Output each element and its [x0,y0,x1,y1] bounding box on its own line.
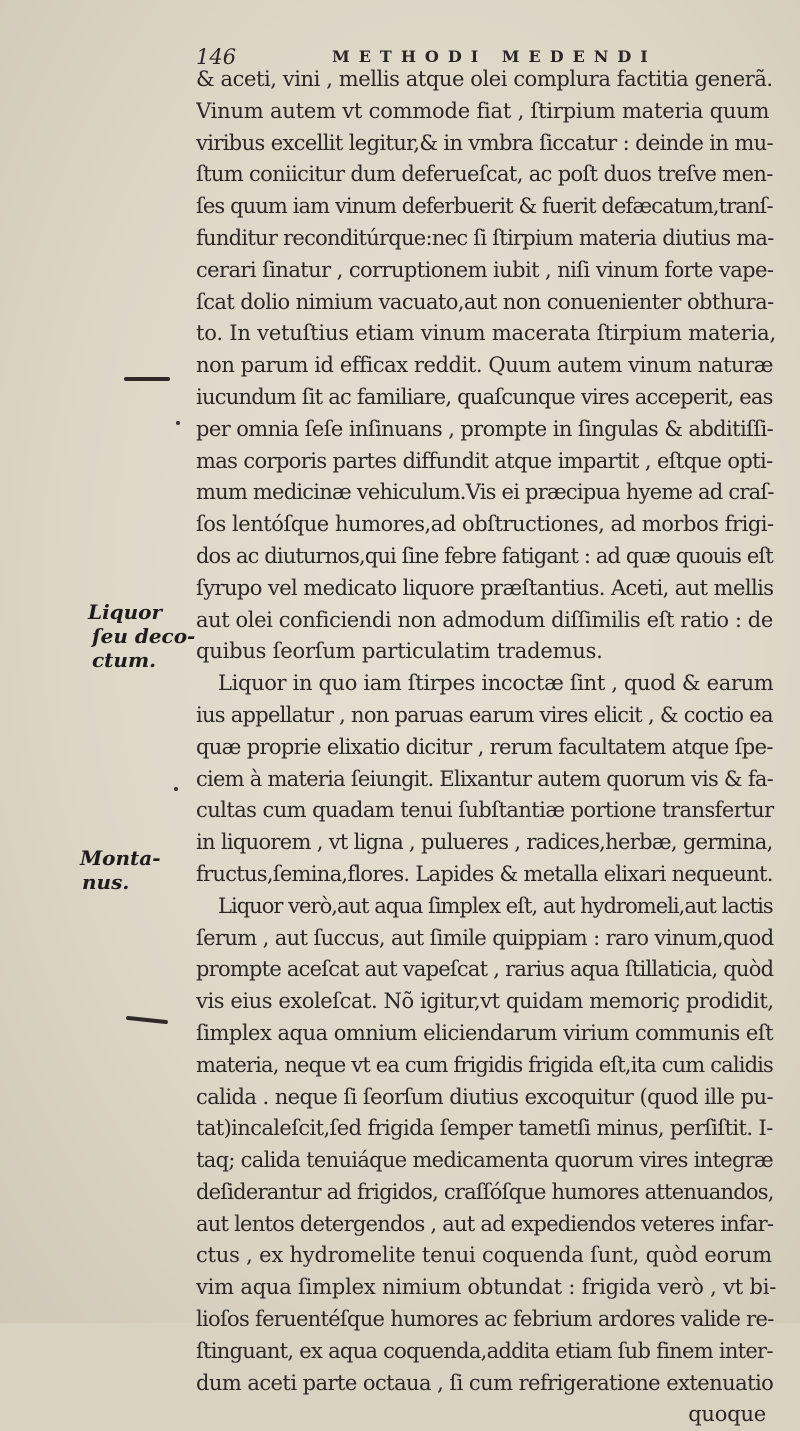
text-line: ſcat dolio nimium vacuato,aut non conuenienter obthura- [196,289,774,314]
ink-dot [176,421,180,425]
text-line: quæ proprie elixatio dicitur , rerum facultatem atque ſpe- [196,734,773,759]
text-line: ſerum , aut ſuccus, aut ſimile quippiam : raro vinum,quod [196,925,774,950]
manicule-mark [124,377,170,381]
text-line: fructus,ſemina,flores. Lapides & metalla elixari nequeunt. [196,861,773,886]
text-line: deſiderantur ad frigidos, craſſóſque humores attenuandos, [196,1179,774,1204]
margin-note-liquor: Liquor ſeu deco- ctum. [88,600,196,672]
text-line: ſes quum iam vinum deferbuerit & fuerit defæcatum,tranſ- [196,194,773,219]
text-line: dum aceti parte octaua , ſi cum refrigeratione extenuatio [196,1370,774,1395]
text-line: ciem à materia ſeiungit. Elixantur autem quorum vis & fa- [196,766,773,791]
text-line: ſtinguant, ex aqua coquenda,addita etiam ſub finem inter- [196,1338,773,1363]
text-line: lioſos feruentéſque humores ac febrium ardores valide re- [196,1307,774,1332]
text-line: & aceti, vini , mellis atque olei complura factitia generã. [196,67,773,91]
text-line: per omnia ſeſe inſinuans , prompte in ſingulas & abditiſſi- [196,416,774,441]
text-line: ſimplex aqua omnium eliciendarum virium communis eſt [196,1020,774,1045]
body-text [196,64,776,1431]
text-line: viribus excellit legitur,& in vmbra ſiccatur : deinde in mu- [196,130,773,155]
text-line: ſtum coniicitur dum deferueſcat, ac poſt duos treſve men- [196,162,773,187]
text-line: cerari ſinatur , corruptionem iubit , niſi vinum forte vape- [196,257,774,282]
text-line: mas corporis partes diffundit atque impartit , eſtque opti- [196,448,773,473]
text-line: quibus ſeorſum particulatim trademus. [196,639,603,664]
text-line: ſos lentóſque humores,ad obſtructiones, ad morbos frigi- [196,512,774,537]
text-line: dos ac diuturnos,qui ſine febre fatigant : ad quæ quouis eſt [196,543,773,568]
margin-note-montanus: Monta- nus. [80,846,161,894]
text-line: Liquor verò,aut aqua ſimplex eſt, aut hydromeli,aut lactis [218,893,773,918]
text-line: aut olei conficiendi non admodum diſſimilis eſt ratio : de [196,607,773,632]
text-line: ctus , ex hydromelite tenui coquenda ſunt, quòd eorum [196,1243,772,1268]
text-line: prompte aceſcat aut vapeſcat , rarius aqua ſtillaticia, quòd [196,957,774,982]
text-line: aut lentos detergendos , aut ad expediendos veteres infar- [196,1211,774,1236]
text-line: iucundum ſit ac familiare, quaſcunque vires acceperit, eas [196,384,773,409]
text-line: vis eius exoleſcat. Nõ igitur,vt quidam memoriç prodidit, [196,989,774,1014]
text-line: non parum id efficax reddit. Quum autem vinum naturæ [196,353,774,378]
text-line: materia, neque vt ea cum frigidis frigida eſt,ita cum calidis [196,1052,773,1077]
text-line: mum medicinæ vehiculum.Vis ei præcipua hyeme ad craſ- [196,480,774,505]
text-line: cultas cum quadam tenui ſubſtantiæ portione transfertur [196,798,774,823]
text-line: ſyrupo vel medicato liquore præſtantius. Aceti, aut mellis [196,575,774,600]
text-line: funditur reconditúrque:nec ſi ſtirpium materia diutius ma- [196,225,774,250]
manicule-mark [126,1016,168,1024]
text-line: vim aqua ſimplex nimium obtundat : frigida verò , vt bi- [196,1275,776,1300]
running-head: METHODI MEDENDI [332,47,657,66]
catchword: quoque [688,1402,766,1427]
text-line: taq; calida tenuiáque medicamenta quorum vires integræ [196,1148,774,1173]
text-line: in liquorem , vt ligna , pulueres , radices,herbæ, germina, [196,830,773,855]
text-line: Liquor in quo iam ſtirpes incoctæ ſint , quod & earum [218,671,774,696]
text-line: Vinum autem vt commode fiat , ſtirpium materia quum [196,98,770,123]
text-line: calida . neque ſi ſeorſum diutius excoquitur (quod ille pu- [196,1084,773,1109]
text-line: tat)incaleſcit,ſed frigida ſemper tametſi minus, perſiſtit. I- [196,1116,773,1141]
text-line: ius appellatur , non paruas earum vires elicit , & coctio ea [196,702,773,727]
page-number: 146 [196,45,237,69]
text-line: to. In vetuſtius etiam vinum macerata ſtirpium materia, [196,321,776,346]
ink-dot [174,787,178,791]
